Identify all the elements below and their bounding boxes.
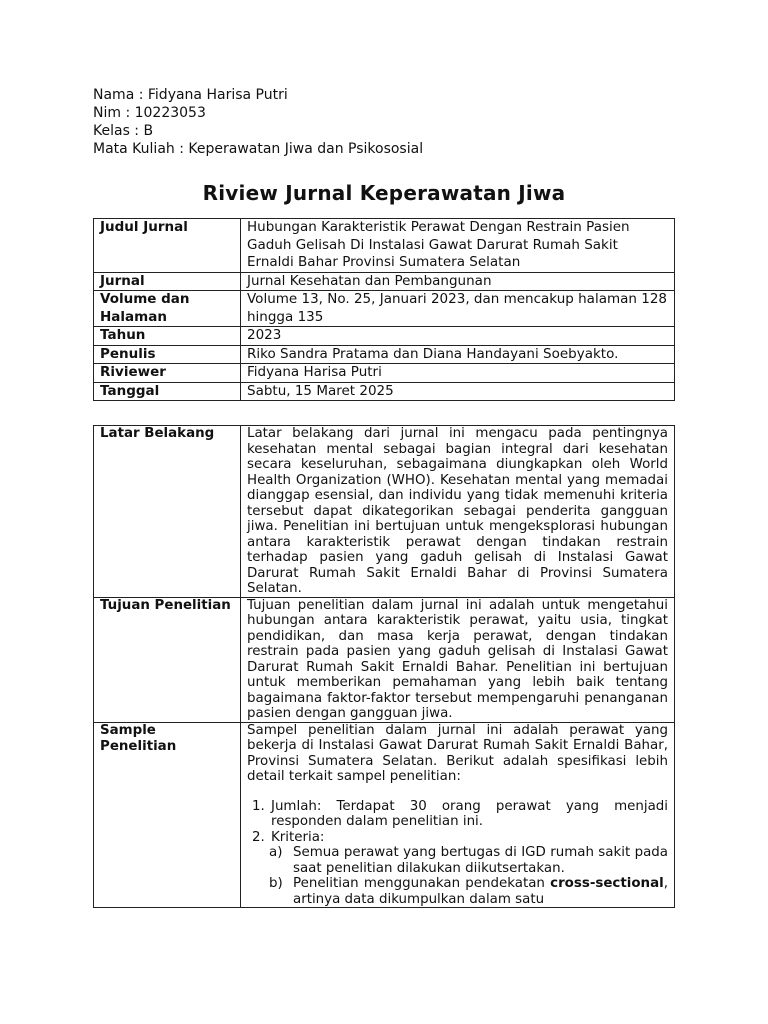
date-value: Sabtu, 15 Maret 2025 [241,382,675,401]
course-name: Mata Kuliah : Keperawatan Jiwa dan Psikososial [93,141,424,157]
table-row [94,426,675,598]
table-row [94,219,675,273]
student-nim: Nim : 10223053 [93,105,206,121]
criteria-b-bold: cross-sectional [550,876,664,891]
list-item [269,830,668,908]
date-label: Tanggal [94,382,241,401]
journal-value: Jurnal Kesehatan dan Pembangunan [241,272,675,291]
sample-value [241,722,675,908]
reviewer-label: Riviewer [94,364,241,383]
criteria-b-pre: Penelitian menggunakan pendekatan [293,876,551,891]
journal-label: Jurnal [94,272,241,291]
table-row [94,345,675,364]
objective-value: Tujuan penelitian dalam jurnal ini adalah untuk mengetahui hubungan antara karakteristik perawat, yaitu usia, tingkat pendidikan, dan masa kerja perawat, dengan tindakan restrain pada pasien yang gaduh gelisah di Instalasi Gawat Darurat Rumah Sakit Ernaldi Bahar. Penelitian ini bertujuan untuk memberikan pemahaman yang lebih baik tentang bagaimana faktor-faktor tersebut mempengaruhi penanganan pasien dengan gangguan jiwa. [241,597,675,722]
reviewer-value: Fidyana Harisa Putri [241,364,675,383]
sample-intro: Sampel penelitian dalam jurnal ini adalah perawat yang bekerja di Instalasi Gawat Darurat Rumah Sakit Ernaldi Bahar, Provinsi Sumatera Selatan. Berikut adalah spesifikasi lebih detail terkait sampel penelitian: [247,722,668,784]
criteria-list [271,845,668,907]
sample-criteria: Kriteria: [271,829,325,845]
list-item [293,876,668,907]
table-row [94,364,675,383]
review-table [93,425,675,908]
sample-list [247,799,668,908]
table-row [94,327,675,346]
objective-label: Tujuan Penelitian [94,597,241,722]
journal-title-label: Judul Jurnal [94,219,241,273]
sample-label: Sample Penelitian [94,722,241,908]
volume-value: Volume 13, No. 25, Januari 2023, dan mencakup halaman 128 hingga 135 [241,291,675,327]
author-label: Penulis [94,345,241,364]
criteria-b-post: , artinya data dikumpulkan dalam satu [293,876,668,907]
student-info [93,86,423,158]
table-row [94,597,675,722]
criteria-a: Semua perawat yang bertugas di IGD rumah sakit pada saat penelitian dilakukan diikutsertakan. [293,845,668,876]
list-item [293,845,668,876]
background-label: Latar Belakang [94,426,241,598]
author-value: Riko Sandra Pratama dan Diana Handayani Soebyakto. [241,345,675,364]
table-row [94,272,675,291]
student-class: Kelas : B [93,123,154,139]
background-value: Latar belakang dari jurnal ini mengacu pada pentingnya kesehatan mental sebagai bagian integral dari kesehatan secara keseluruhan, sebagaimana diungkapkan oleh World Health Organization (WHO). Kesehatan mental yang memadai dianggap esensial, dan individu yang tidak memenuhi kriteria tersebut dapat dikategorikan sebagai penderita gangguan jiwa. Penelitian ini bertujuan untuk mengeksplorasi hubungan antara karakteristik perawat dengan tindakan restrain terhadap pasien yang gaduh gelisah di Instalasi Gawat Darurat Rumah Sakit Ernaldi Bahar di Provinsi Sumatera Selatan. [241,426,675,598]
year-value: 2023 [241,327,675,346]
year-label: Tahun [94,327,241,346]
volume-label: Volume dan Halaman [94,291,241,327]
document-title: Riview Jurnal Keperawatan Jiwa [202,181,566,205]
journal-title-value: Hubungan Karakteristik Perawat Dengan Restrain Pasien Gaduh Gelisah Di Instalasi Gawat Darurat Rumah Sakit Ernaldi Bahar Provinsi Sumatera Selatan [241,219,675,273]
table-row [94,291,675,327]
list-item [269,799,668,830]
journal-info-table [93,218,675,401]
table-row [94,382,675,401]
student-name: Nama : Fidyana Harisa Putri [93,87,288,103]
table-row [94,722,675,908]
sample-count: Jumlah: Terdapat 30 orang perawat yang menjadi responden dalam penelitian ini. [271,798,668,829]
